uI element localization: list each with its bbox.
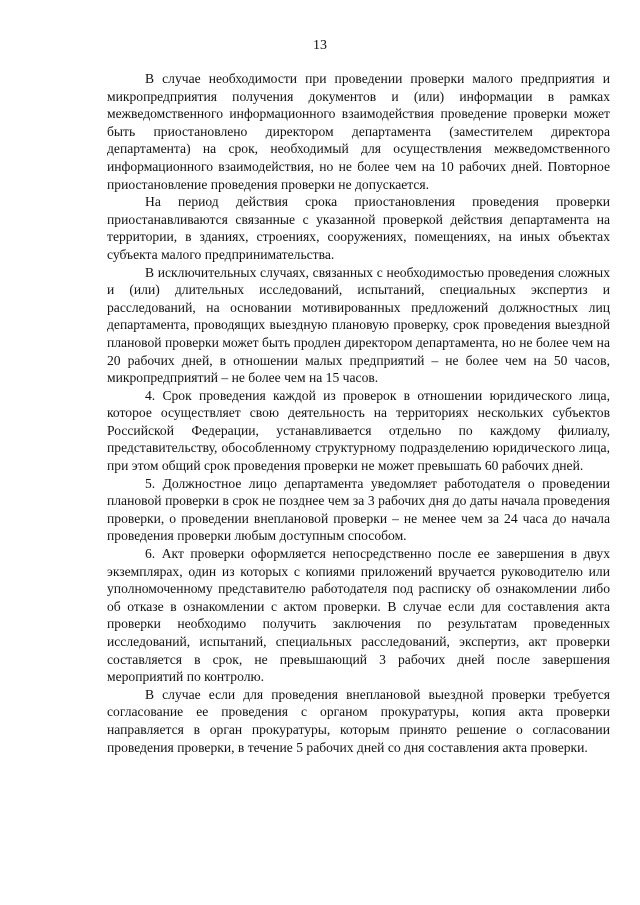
paragraph-extension: В исключительных случаях, связанных с необходимостью проведения сложных и (или) длительных исследований, испытаний, специальных экспертиз и расследований, на основании мотивированных предложений должностных лиц департамента, проводящих выездную плановую проверку, срок проведения выездной плановой проверки может быть продлен директором департамента, но не более чем на 20 рабочих дней, в отношении малых предприятий – не более чем на 50 часов, микропредприятий – не более чем на 15 часов. — [107, 264, 610, 386]
paragraph-item-6: 6. Акт проверки оформляется непосредственно после ее завершения в двух экземплярах, один из которых с копиями приложений вручается руководителю или уполномоченному представителю работодателя под расписку об ознакомлении либо об отказе в ознакомлении с актом проверки. В случае если для составления акта проверки необходимо получить заключения по результатам проведенных исследований, испытаний, специальных расследований, экспертиз, акт проверки составляется в срок, не превышающий 3 рабочих дней после завершения мероприятий по контролю. — [107, 546, 610, 685]
paragraph-suspension: В случае необходимости при проведении проверки малого предприятия и микропредприятия получения документов и (или) информации в рамках межведомственного информационного взаимодействия проведение проверки может быть приостановлено директором департамента (заместителем директора департамента) на срок, необходимый для осуществления межведомственного информационного взаимодействия, но не более чем на 10 рабочих дней. Повторное приостановление проведения проверки не допускается. — [107, 71, 610, 192]
paragraph-item-4: 4. Срок проведения каждой из проверок в отношении юридического лица, которое осуществляет свою деятельность на территориях нескольких субъектов Российской Федерации, устанавливается отдельно по каждому филиалу, представительству, обособленному структурному подразделению юридического лица, при этом общий срок проведения проверки не может превышать 60 рабочих дней. — [107, 387, 610, 474]
paragraph-item-5: 5. Должностное лицо департамента уведомляет работодателя о проведении плановой проверки в срок не позднее чем за 3 рабочих дня до даты начала проведения проверки, о проведении внеплановой проверки – не менее чем за 24 часа до начала проведения проверки любым доступным способом. — [107, 475, 610, 544]
document-body — [107, 70, 610, 756]
page-number: 13 — [313, 38, 327, 53]
paragraph-suspension-effect: На период действия срока приостановления проведения проверки приостанавливаются связанные с указанной проверкой действия департамента на территории, в зданиях, строениях, сооружениях, помещениях, на иных объектах субъекта малого предпринимательства. — [107, 194, 610, 262]
paragraph-prosecutor-copy: В случае если для проведения внеплановой выездной проверки требуется согласование ее проведения с органом прокуратуры, копия акта проверки направляется в орган прокуратуры, которым принято решение о согласовании проведения проверки, в течение 5 рабочих дней со дня составления акта проверки. — [107, 686, 610, 755]
